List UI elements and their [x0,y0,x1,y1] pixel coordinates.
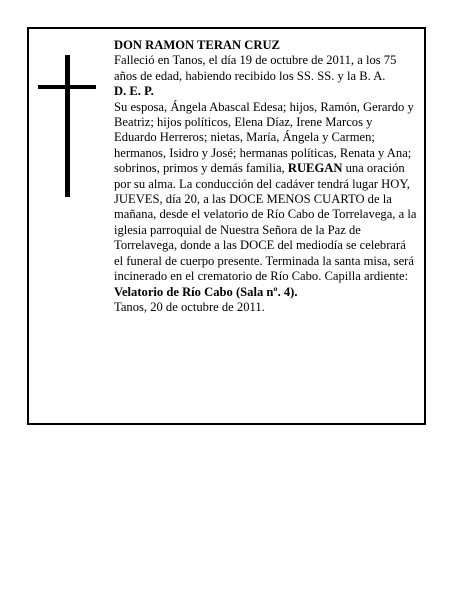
notice-body [114,38,418,315]
family-members: Su esposa, Ángela Abascal Edesa; hijos, Ramón, Gerardo y Beatriz; hijos políticos, Elena Díaz, Irene Marcos y Eduardo Herreros; nietas, María, Ángela y Carmen; hermanos, Isidro y José; hermanas políticas, Renata y Ana; sobrinos, primos y demás familia, [114,99,414,176]
chapel-location: Velatorio de Río Cabo (Sala nº. 4). [114,284,298,299]
family-paragraph [114,100,418,300]
place-and-date: Tanos, 20 de octubre de 2011. [114,299,265,314]
cross-vertical-bar [65,55,70,197]
ceremony-details: una oración por su alma. La conducción del cadáver tendrá lugar HOY, JUEVES, día 20, a las DOCE MENOS CUARTO de la mañana, desde el velatorio de Río Cabo de Torrelavega, a la iglesia parroquial de Nuestra Señora de la Paz de Torrelavega, donde a las DOCE del mediodía se celebrará el funeral de cuerpo presente. Terminada la santa misa, será incinerado en el crematorio de Río Cabo. Capilla ardiente: [114,161,417,284]
death-details: Falleció en Tanos, el día 19 de octubre de 2011, a los 75 años de edad, habiendo recibido los SS. SS. y la B. A. [114,53,397,83]
cross-horizontal-bar [38,85,96,89]
deceased-name: DON RAMON TERAN CRUZ [114,38,280,52]
ruegan-word: RUEGAN [287,161,343,176]
rip-line: D. E. P. [114,84,154,99]
